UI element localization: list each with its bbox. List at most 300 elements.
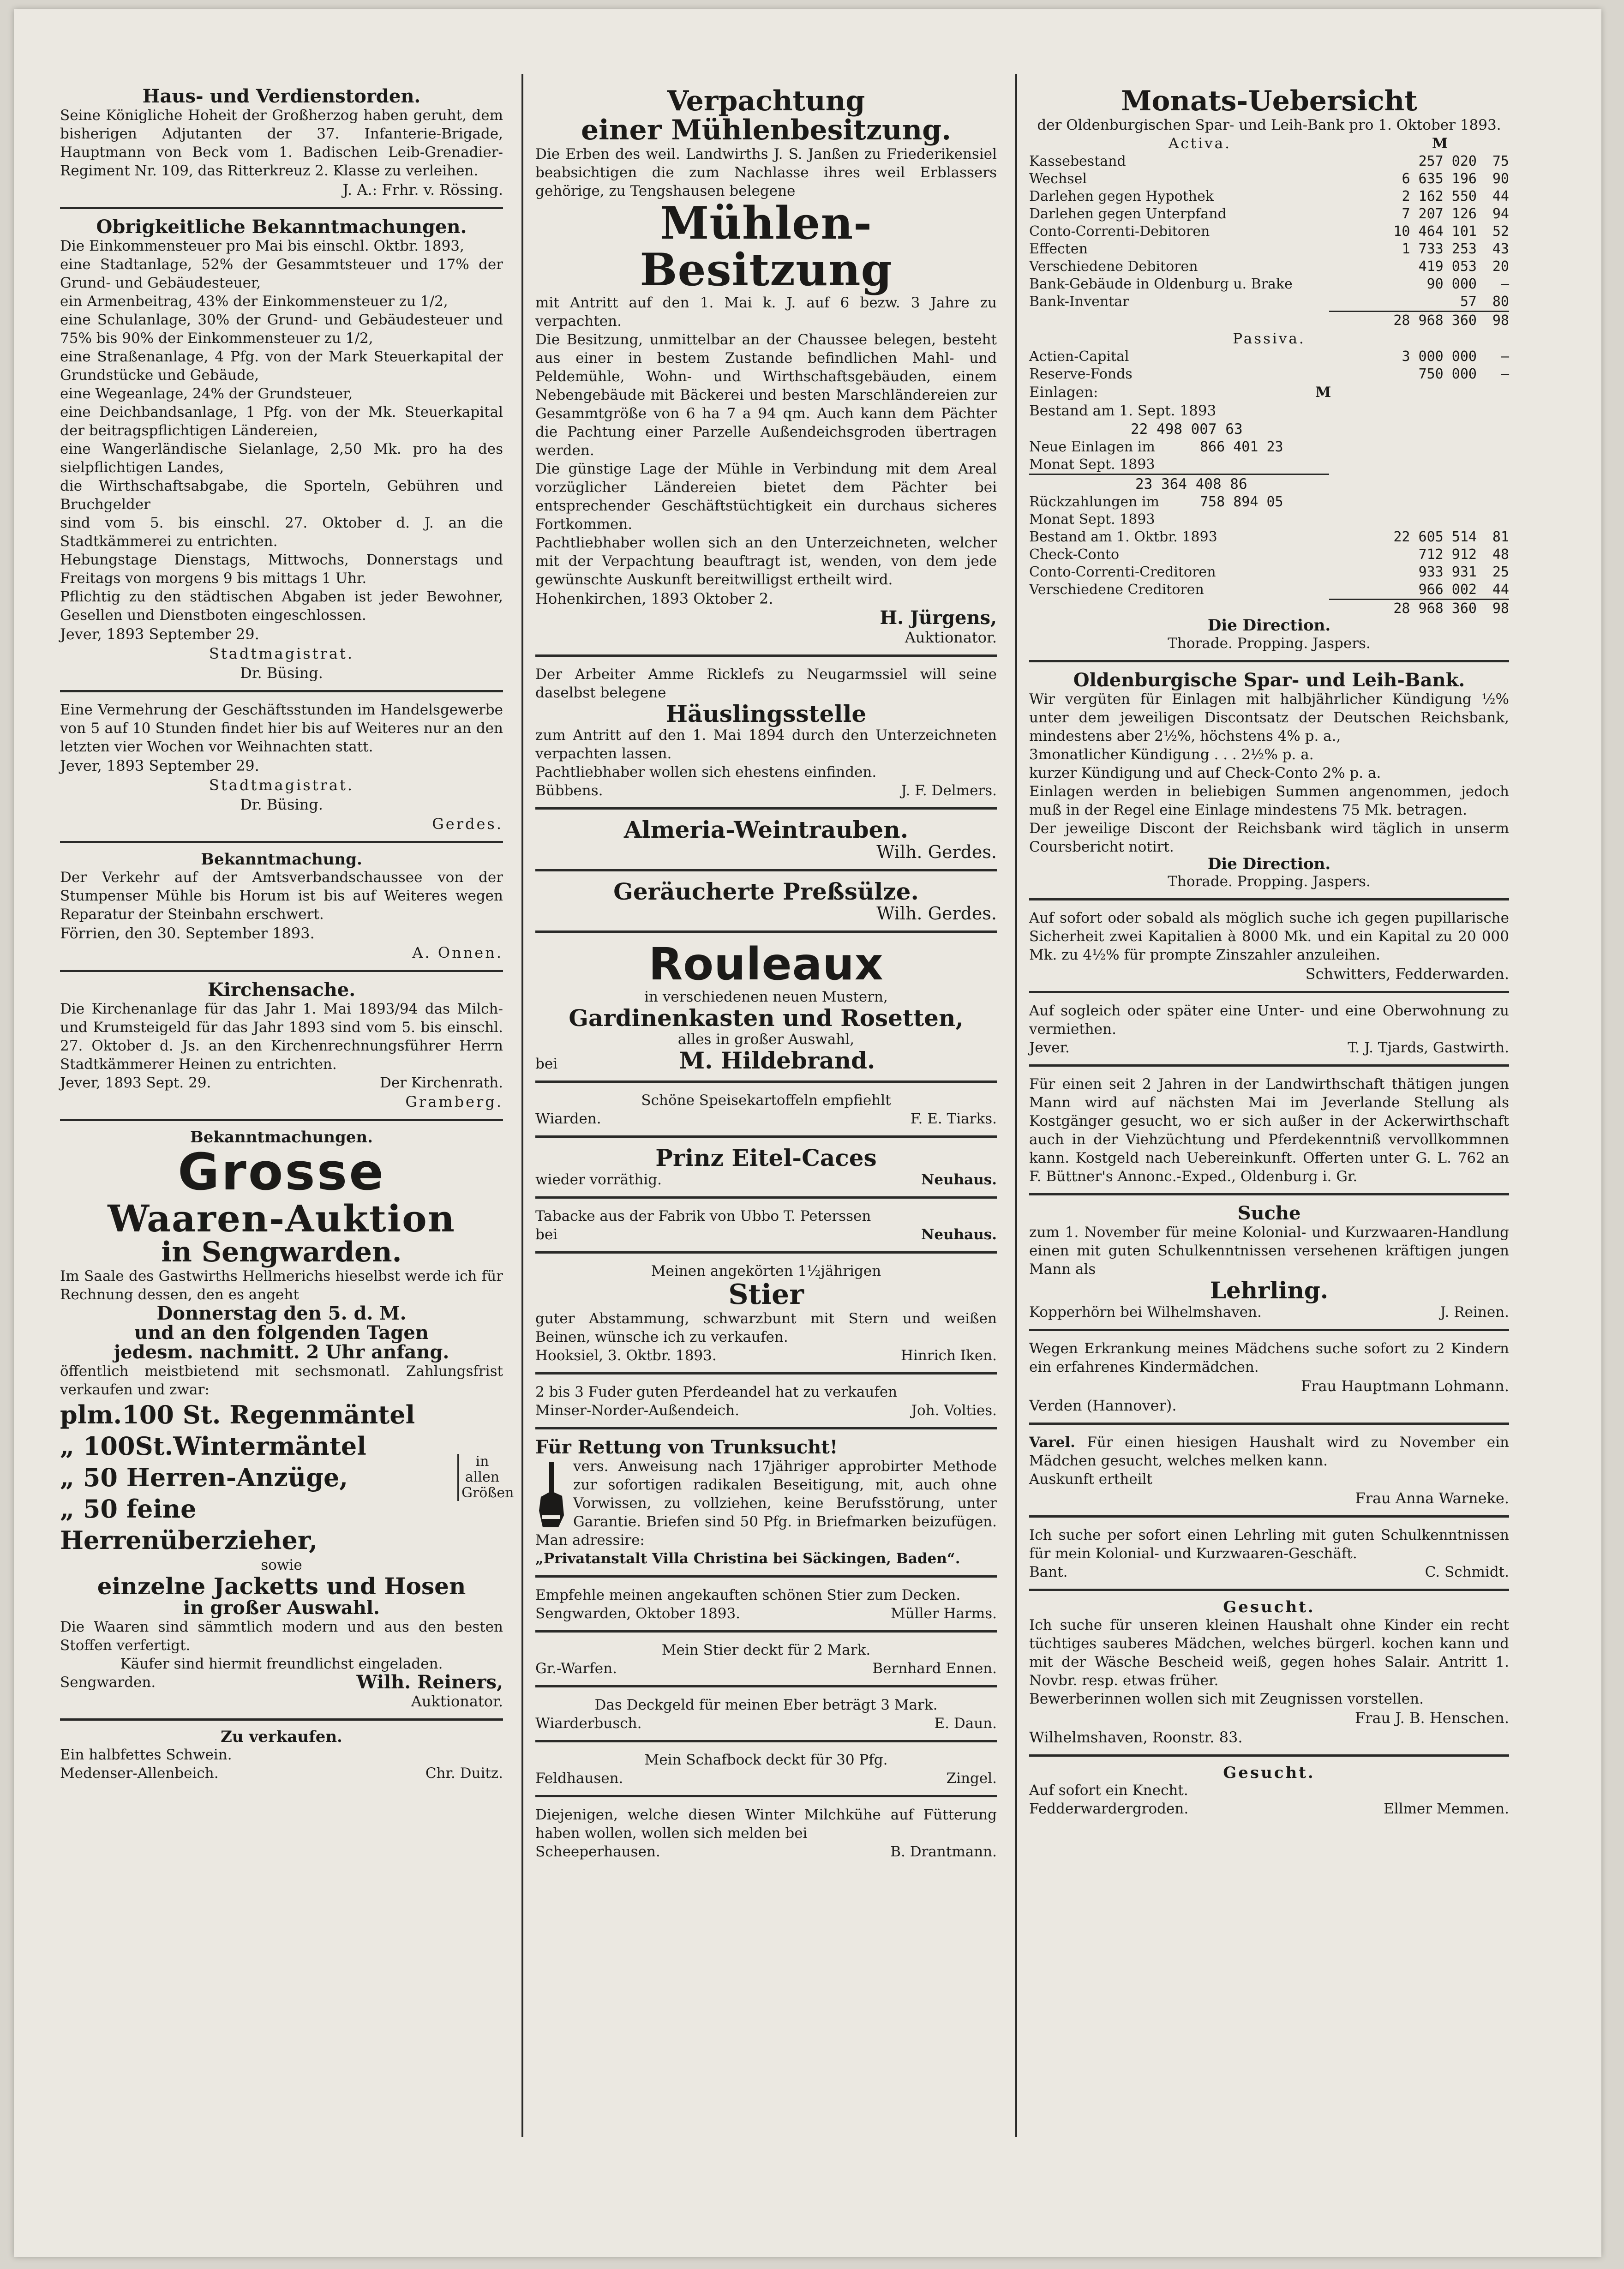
- ad-signature: Zingel.: [946, 1770, 997, 1787]
- ad-text: Die Kirchenanlage für das Jahr 1. Mai 1893/94 das Milch- und Krumsteigeld für das Jahr 1893 sind vom 5. bis einschl. 27. Oktober d. Js. an den Kirchenrechnungsführer Herrn Stadtkämmerer Heinen zu entrichten.: [60, 1000, 503, 1073]
- row-cents: 44: [1492, 582, 1509, 598]
- ad-headline: Mühlen-: [659, 197, 873, 249]
- ad-signature: Die Direction.: [1207, 616, 1331, 635]
- ad-text: Die Besitzung, unmittelbar an der Chaussee belegen, besteht aus einer in bestem Zustande befindlichen Mahl- und Peldemühle, Wohn- und Wirthschaftsgebäuden, einem Nebengebäude mit Bäckerei und besten Marschländereien zur Gesammtgröße von 6 ha 7 a 94 qm. Auch kann dem Pächter die Pachtung einer Parzelle Außendeichsgroden übertragen werden.: [535, 331, 997, 459]
- ad-place: Feldhausen.: [535, 1770, 623, 1787]
- ad-text: mit Antritt auf den 1. Mai k. J. auf 6 bezw. 3 Jahre zu verpachten.: [535, 294, 997, 330]
- row-value: 6 635 196: [1402, 171, 1477, 187]
- item-group: [60, 1399, 457, 1556]
- ad-text: Die günstige Lage der Mühle in Verbindung mit dem Areal vorzüglicher Ländereien bietet dem Pächter bei entsprechender Geschäftstüchtigkeit ein durchaus sicheres Fortkommen.: [535, 460, 997, 533]
- ad-line: eine Wegeanlage, 24% der Grundsteuer,: [60, 385, 353, 402]
- ad-signature: T. J. Tjards, Gastwirth.: [1348, 1039, 1509, 1056]
- ad-monats-uebersicht: [1029, 83, 1509, 662]
- brace-note: in allen Größen: [457, 1454, 503, 1501]
- table-row: [1029, 205, 1509, 223]
- ad-footer: [535, 1843, 997, 1861]
- ad-title: Haus- und Verdienstorden.: [142, 85, 421, 107]
- ad-signature: E. Daun.: [934, 1715, 997, 1732]
- ad-headline: Besitzung: [640, 243, 893, 296]
- ad-signature: Thorade. Propping. Jaspers.: [1168, 873, 1371, 890]
- ad-footer: [60, 1673, 503, 1692]
- row-cents: 48: [1492, 546, 1509, 563]
- ad-text: Ein halbfettes Schwein.: [60, 1747, 232, 1764]
- item-list: [60, 1399, 514, 1556]
- ad-trunksucht: [535, 1434, 997, 1578]
- row-value: 10 464 101: [1393, 223, 1477, 240]
- ad-text: Einlagen werden in beliebigen Summen angenommen, jedoch muß in der Regel eine Einlage mindestens 75 Mk. betragen.: [1029, 783, 1509, 818]
- ad-signature: Müller Harms.: [890, 1605, 997, 1622]
- total-cents: 98: [1477, 311, 1509, 330]
- ad-text: Tabacke aus der Fabrik von Ubbo T. Peterssen: [535, 1207, 871, 1225]
- table-row: [1029, 599, 1509, 618]
- row-cents: 80: [1492, 294, 1509, 310]
- row-cents: —: [1500, 366, 1509, 382]
- ad-text: kurzer Kündigung und auf Check-Conto 2% p. a.: [1029, 764, 1381, 781]
- ad-line: eine Deichbandsanlage, 1 Pfg. von der Mk. Steuerkapital der beitragspflichtigen Ländereien,: [60, 404, 503, 439]
- ad-line: eine Wangerländische Sielanlage, 2,50 Mk. pro ha des sielpflichtigen Landes,: [60, 441, 503, 476]
- row-cents: —: [1500, 276, 1509, 292]
- ad-kicker: Bekanntmachungen.: [190, 1128, 373, 1147]
- newspaper-page: [14, 9, 1601, 2257]
- currency-label: M: [1315, 384, 1331, 401]
- ad-headline: Häuslingsstelle: [665, 700, 867, 727]
- ad-text: Die Waaren sind sämmtlich modern und aus den besten Stoffen verfertigt.: [60, 1619, 503, 1654]
- column-1: [60, 83, 514, 2132]
- ad-footer: [535, 1659, 997, 1678]
- ad-signature: Gramberg.: [405, 1092, 503, 1110]
- table-row: [1029, 293, 1509, 311]
- row-label: Neue Einlagen im Monat Sept. 1893: [1029, 439, 1155, 473]
- ad-speisekartoffeln: [535, 1087, 997, 1138]
- ad-text: Pflichtig zu den städtischen Abgaben ist jeder Bewohner, Gesellen und Dienstboten eingeschlossen.: [60, 588, 503, 624]
- total-value: 28 968 360: [1329, 311, 1477, 330]
- ad-signature: Frau Hauptmann Lohmann.: [1300, 1377, 1509, 1395]
- ad-org: Stadtmagistrat.: [209, 776, 354, 794]
- row-label: Reserve-Fonds: [1029, 366, 1133, 382]
- ad-signature: Wilh. Gerdes.: [876, 841, 997, 862]
- ad-pressuelze: [535, 876, 997, 933]
- ad-headline: Rouleaux: [648, 938, 884, 990]
- row-value: 712 912: [1418, 546, 1477, 563]
- ad-text: bei: [535, 1226, 558, 1243]
- ad-text: Im Saale des Gastwirths Hellmerichs hieselbst werde ich für Rechnung dessen, den es angeht: [60, 1267, 503, 1303]
- table-row: [1029, 546, 1509, 564]
- ad-footer: [60, 1764, 503, 1783]
- ad-footer: [535, 1049, 997, 1073]
- row-label: Darlehen gegen Unterpfand: [1029, 206, 1227, 222]
- ad-line: eine Straßenanlage, 4 Pfg. von der Mark Steuerkapital der Grundstücke und Gebäude,: [60, 348, 503, 384]
- ad-footer: [535, 781, 997, 800]
- activa-table: [1029, 153, 1509, 311]
- ad-text: Meinen angekörten 1½jährigen: [651, 1262, 881, 1279]
- ad-text: Bewerberinnen wollen sich mit Zeugnissen vorstellen.: [1029, 1690, 1424, 1707]
- row-value: 22 498 007 63: [1131, 421, 1243, 438]
- ad-signature: Auktionator.: [411, 1693, 503, 1711]
- ad-text: Der jeweilige Discont der Reichsbank wird täglich in unserm Coursbericht notirt.: [1029, 820, 1509, 855]
- ad-text: wieder vorräthig.: [535, 1171, 662, 1188]
- ad-signature: Thorade. Propping. Jaspers.: [1168, 635, 1371, 652]
- ad-signature: H. Jürgens,: [880, 606, 997, 629]
- ad-text: Die Erben des weil. Landwirths J. S. Janßen zu Friederikensiel beabsichtigen die zum Nachlasse ihres weil Erblassers gehörige, zu Tengshausen belegene: [535, 146, 997, 199]
- ad-obrigkeitliche: [60, 214, 503, 692]
- ad-haus-verdienstorden: [60, 83, 503, 209]
- ad-prinz-eitel: [535, 1142, 997, 1199]
- table-row: [1029, 170, 1509, 188]
- section-label: Einlagen:: [1029, 384, 1098, 401]
- ad-place: Fedderwardergroden.: [1029, 1801, 1189, 1818]
- ad-signature: Dr. Büsing.: [240, 796, 323, 813]
- row-label: Bestand am 1. Oktbr. 1893: [1029, 529, 1217, 545]
- ad-verpachtung: [535, 83, 997, 657]
- ad-headline: Oldenburgische Spar- und Leih-Bank.: [1073, 669, 1465, 691]
- ad-headline: Prinz Eitel-Caces: [655, 1144, 877, 1172]
- row-label: Rückzahlungen im Monat Sept. 1893: [1029, 494, 1159, 528]
- list-item: „ 100St.Wintermäntel: [60, 1431, 366, 1461]
- column-3: [1029, 83, 1509, 2132]
- ad-text: Ich suche per sofort einen Lehrling mit guten Schulkenntnissen für mein Kolonial- und Kurzwaaren-Geschäft.: [1029, 1526, 1509, 1562]
- row-label: Conto-Correnti-Debitoren: [1029, 223, 1210, 240]
- ad-place: Sengwarden, Oktober 1893.: [535, 1605, 741, 1622]
- row-label: Kassebestand: [1029, 153, 1126, 169]
- row-cents: 20: [1492, 258, 1509, 275]
- ad-headline: einzelne Jacketts und Hosen: [97, 1572, 466, 1600]
- ad-signature: Gerdes.: [432, 815, 503, 833]
- ad-signature: F. E. Tiarks.: [910, 1110, 997, 1128]
- table-row: [1029, 438, 1509, 474]
- ad-text: öffentlich meistbietend mit sechsmonatl. Zahlungsfrist verkaufen und zwar:: [60, 1363, 503, 1398]
- ad-text: sind vom 5. bis einschl. 27. Oktober d. J. an die Stadtkämmerei zu entrichten.: [60, 515, 503, 550]
- pointing-hand-icon: [535, 1460, 568, 1529]
- ad-headline: Gesucht.: [1223, 1597, 1315, 1616]
- ad-headline: in Sengwarden.: [161, 1236, 402, 1268]
- ad-haeuslingsstelle: [535, 661, 997, 810]
- row-value: 3 000 000: [1402, 348, 1477, 365]
- ad-kindermaedchen: [1029, 1336, 1509, 1425]
- row-value: 758 894 05: [1200, 494, 1283, 510]
- row-value: 2 162 550: [1402, 188, 1477, 204]
- row-label: Bestand am 1. Sept. 1893: [1029, 402, 1217, 419]
- ad-signature: Frau J. B. Henschen.: [1354, 1709, 1509, 1727]
- ad-title: Zu verkaufen.: [221, 1728, 342, 1747]
- ad-footer: [1029, 1563, 1509, 1581]
- ad-stier: [535, 1258, 997, 1375]
- ad-headline: Grosse: [178, 1142, 385, 1202]
- ad-text: Ich suche für unseren kleinen Haushalt ohne Kinder ein recht tüchtiges sauberes Mädchen, welches bürgerl. kochen kann und mit der Wäsche Bescheid weiß, gegen hohes Salair. Antritt 1. Novbr. resp. etwas früher.: [1029, 1616, 1509, 1689]
- row-value: 750 000: [1418, 366, 1477, 382]
- ad-text: Schöne Speisekartoffeln empfiehlt: [641, 1092, 891, 1109]
- section-label: Activa.: [1169, 135, 1231, 152]
- row-value: 419 053: [1418, 258, 1477, 275]
- ad-text: Pachtliebhaber wollen sich ehestens einfinden.: [535, 764, 877, 781]
- ad-title: Bekanntmachung.: [201, 850, 362, 869]
- ad-signature: Joh. Volties.: [911, 1402, 997, 1419]
- ad-text: Pachtliebhaber wollen sich an den Unterzeichneten, welcher mit der Verpachtung beauftragt ist, wenden, von dem jede gewünschte Auskunft bereitwilligst ertheilt wird.: [535, 534, 997, 588]
- table-header: [1029, 134, 1509, 153]
- ad-signature: J. F. Delmers.: [901, 782, 997, 799]
- ad-text: Käufer sind hiermit freundlichst eingeladen.: [120, 1656, 443, 1673]
- ad-text: Für einen seit 2 Jahren in der Landwirthschaft thätigen jungen Mann wird auf nächsten Mai im Jeverlande Stellung als Kostgänger gesucht, wo er sich außer in der Ackerwirthschaft auch in der Viehzüchtung und Pferdekenntniß vervollkommnen kann. Kostgeld nach Uebereinkunft. Offerten unter G. L. 762 an F. Büttner's Annonc.-Exped., Oldenburg i. Gr.: [1029, 1076, 1509, 1185]
- ad-pferdeandel: [535, 1379, 997, 1429]
- row-label: Bank-Gebäude in Oldenburg u. Brake: [1029, 276, 1293, 292]
- ad-text: zum Antritt auf den 1. Mai 1894 durch den Unterzeichneten verpachten lassen.: [535, 727, 997, 762]
- row-label: Darlehen gegen Hypothek: [1029, 188, 1214, 204]
- ad-signature: Schwitters, Fedderwarden.: [1305, 965, 1509, 983]
- row-cents: 75: [1492, 153, 1509, 169]
- ad-signature: Wilh. Gerdes.: [876, 903, 997, 924]
- ad-text: vers. Anweisung nach 17jähriger approbirter Methode zur sofortigen radikalen Beseitigung, mit, auch ohne Vorwissen, zu vollziehen, keine Berufsstörung, unter Garantie. Briefen sind 50 Pfg. in Briefmarken beizufügen. Man adressire:: [535, 1458, 997, 1549]
- ad-text: Für einen hiesigen Haushalt wird zu November ein Mädchen gesucht, welches melken kann.: [1029, 1434, 1509, 1469]
- ad-gesucht-maedchen: [1029, 1596, 1509, 1757]
- ad-footer: [535, 1401, 997, 1420]
- row-label: Effecten: [1029, 241, 1088, 257]
- ad-address: „Privatanstalt Villa Christina bei Säckingen, Baden“.: [535, 1550, 960, 1567]
- ad-signature: Hinrich Iken.: [900, 1347, 997, 1364]
- ad-bekanntmachung: [60, 848, 503, 972]
- ad-signature: Frau Anna Warneke.: [1355, 1489, 1509, 1507]
- ad-place: Hohenkirchen, 1893 Oktober 2.: [535, 589, 773, 607]
- ad-signature: Chr. Duitz.: [425, 1765, 503, 1782]
- ad-place: Bübbens.: [535, 782, 603, 799]
- ad-text: Hebungstage Dienstags, Mittwochs, Donnerstags und Freitags von morgens 9 bis mittags 1 Uhr.: [60, 552, 503, 587]
- row-label: Conto-Correnti-Creditoren: [1029, 564, 1216, 580]
- ad-signature: C. Schmidt.: [1425, 1563, 1509, 1580]
- ad-text: Der Verkehr auf der Amtsverbandschaussee von der Stumpenser Mühle bis Horum ist bis auf Weiteres wegen Reparatur der Steinbahn erschwert.: [60, 869, 503, 923]
- list-item: „ 50 Herren-Anzüge,: [60, 1462, 348, 1492]
- ad-text: Das Deckgeld für meinen Eber beträgt 3 Mark.: [594, 1696, 938, 1713]
- row-label: Wechsel: [1029, 171, 1087, 187]
- ad-place: Minser-Norder-Außendeich.: [535, 1402, 739, 1419]
- table-row: [1029, 276, 1509, 293]
- ad-place: Wilhelmshaven, Roonstr. 83.: [1029, 1728, 1243, 1746]
- ad-footer: [535, 1346, 997, 1365]
- ad-footer: [535, 1714, 997, 1733]
- ad-gesucht-knecht: [1029, 1761, 1509, 1826]
- ad-zu-verkaufen: [60, 1725, 503, 1790]
- ad-place: Jever.: [1029, 1039, 1070, 1056]
- row-cents: 90: [1492, 171, 1509, 187]
- table-row: [1029, 188, 1509, 205]
- ad-text: Wegen Erkrankung meines Mädchens suche sofort zu 2 Kindern ein erfahrenes Kindermädchen.: [1029, 1340, 1509, 1375]
- table-header: [1029, 383, 1509, 402]
- ad-text: Diejenigen, welche diesen Winter Milchkühe auf Fütterung haben wollen, wollen sich melden bei: [535, 1806, 997, 1842]
- column-rule: [521, 74, 523, 2137]
- table-row: [1029, 493, 1509, 528]
- row-value: 57: [1460, 294, 1477, 310]
- row-cents: 52: [1492, 223, 1509, 240]
- ad-footer: [535, 1110, 997, 1128]
- row-label: Check-Conto: [1029, 546, 1120, 563]
- ad-signature: Auktionator.: [905, 628, 997, 646]
- row-label: Verschiedene Creditoren: [1029, 582, 1204, 598]
- row-value: 22 605 514: [1393, 529, 1477, 545]
- ad-geschaeftsstunden: [60, 697, 503, 843]
- ad-footer: [1029, 1800, 1509, 1818]
- ad-lehrling-bant: [1029, 1522, 1509, 1591]
- ad-footer: [1029, 1303, 1509, 1321]
- ad-place: Verden (Hannover).: [1029, 1396, 1177, 1414]
- row-value: 866 401 23: [1200, 439, 1283, 455]
- ad-signature: Neuhaus.: [921, 1171, 997, 1188]
- ad-place: Scheeperhausen.: [535, 1843, 660, 1860]
- ad-headline: in großer Auswahl.: [183, 1597, 380, 1619]
- total-cents: 98: [1477, 599, 1509, 618]
- ad-text: 2 bis 3 Fuder guten Pferdeandel hat zu verkaufen: [535, 1383, 898, 1400]
- row-cents: —: [1500, 348, 1509, 365]
- ad-text: 3monatlicher Kündigung . . . 2½% p. a.: [1029, 746, 1314, 763]
- row-cents: 94: [1492, 206, 1509, 222]
- ad-place: Kopperhörn bei Wilhelmshaven.: [1029, 1303, 1262, 1321]
- ad-place: Jever, 1893 Sept. 29.: [60, 1074, 211, 1091]
- table-row: [1029, 153, 1509, 170]
- ad-text: der Oldenburgischen Spar- und Leih-Bank pro 1. Oktober 1893.: [1037, 117, 1501, 133]
- ad-org: Der Kirchenrath.: [380, 1074, 503, 1091]
- ad-wohnung: [1029, 998, 1509, 1067]
- ad-headline: Verpachtung: [667, 85, 865, 117]
- row-value: 257 020: [1418, 153, 1477, 169]
- ad-line: eine Schulanlage, 30% der Grund- und Gebäudesteuer und 75% bis 90% der Einkommensteuer zu 1/2,: [60, 312, 503, 347]
- ad-rouleaux: [535, 937, 997, 1083]
- ad-almeria: [535, 814, 997, 871]
- ad-headline: Für Rettung von Trunksucht!: [535, 1436, 838, 1458]
- ad-headline: Almeria-Weintrauben.: [623, 816, 909, 844]
- ad-signature: J. A.: Frhr. v. Rössing.: [342, 181, 503, 198]
- ad-place: Hooksiel, 3. Oktbr. 1893.: [535, 1347, 717, 1364]
- row-label: Verschiedene Debitoren: [1029, 258, 1198, 275]
- ad-headline: Gardinenkasten und Rosetten,: [569, 1004, 964, 1032]
- row-value: 933 931: [1418, 564, 1477, 580]
- ad-text: Mein Stier deckt für 2 Mark.: [661, 1641, 871, 1658]
- ad-footer: [1029, 1038, 1509, 1057]
- ad-text: Mein Schafbock deckt für 30 Pfg.: [644, 1751, 888, 1768]
- column-rule: [1015, 74, 1017, 2137]
- ad-place: Jever, 1893 September 29.: [60, 625, 259, 643]
- row-label: Actien-Capital: [1029, 348, 1129, 365]
- ad-milchkuehe: [535, 1802, 997, 1868]
- ad-org: Stadtmagistrat.: [209, 645, 354, 662]
- row-cents: 43: [1492, 241, 1509, 257]
- table-row: [1029, 258, 1509, 276]
- column-2: [535, 83, 997, 2132]
- ad-text: Der Arbeiter Amme Ricklefs zu Neugarmssiel will seine daselbst belegene: [535, 666, 997, 701]
- ad-text: sowie: [261, 1556, 302, 1573]
- ad-varel: [1029, 1429, 1509, 1518]
- ad-text: Wir vergüten für Einlagen mit halbjährlicher Kündigung ½% unter dem jeweiligen Discontsatz der Deutschen Reichsbank, mindestens aber 2½%, höchstens 4% p. a.,: [1029, 690, 1509, 744]
- ad-text: bei: [535, 1056, 558, 1073]
- ad-place: Jever, 1893 September 29.: [60, 757, 259, 774]
- ad-footer: [535, 1225, 997, 1244]
- table-row: [1029, 240, 1509, 258]
- row-label: Bank-Inventar: [1029, 294, 1129, 310]
- ad-date: jedesm. nachmitt. 2 Uhr anfang.: [114, 1341, 449, 1363]
- ad-text: in verschiedenen neuen Mustern,: [644, 988, 888, 1005]
- table-row: [1029, 223, 1509, 240]
- row-cents: 44: [1492, 188, 1509, 204]
- ad-text: alles in großer Auswahl,: [677, 1031, 855, 1048]
- ad-title: Kirchensache.: [207, 978, 356, 1001]
- ad-headline: Stier: [728, 1278, 804, 1311]
- ad-text: zum 1. November für meine Kolonial- und Kurzwaaren-Handlung einen mit guten Schulkenntnissen versehenen kräftigen jungen Mann als: [1029, 1224, 1509, 1278]
- table-row: [1029, 564, 1509, 581]
- ad-place: Förrien, den 30. September 1893.: [60, 924, 315, 942]
- ad-text: Auskunft ertheilt: [1029, 1471, 1152, 1488]
- ad-place: Medenser-Allenbeich.: [60, 1765, 219, 1782]
- ad-signature: Neuhaus.: [921, 1226, 997, 1243]
- ad-headline: Gesucht.: [1223, 1763, 1315, 1782]
- total-value: 28 968 360: [1329, 599, 1477, 618]
- row-value: 90 000: [1426, 276, 1477, 292]
- row-value: 23 364 408 86: [1029, 474, 1329, 493]
- table-row: [1029, 311, 1509, 330]
- ad-signature: Ellmer Memmen.: [1384, 1801, 1509, 1818]
- ad-text: Empfehle meinen angekauften schönen Stier zum Decken.: [535, 1586, 961, 1603]
- ad-kapitalien: [1029, 905, 1509, 993]
- ad-date: und an den folgenden Tagen: [134, 1321, 429, 1344]
- row-cents: 25: [1492, 564, 1509, 580]
- ad-text: [1029, 1433, 1509, 1470]
- ad-place: Wiarden.: [535, 1110, 601, 1128]
- ad-footer: [535, 1769, 997, 1788]
- ad-signature: M. Hildebrand.: [679, 1047, 875, 1074]
- ad-footer: [535, 1604, 997, 1623]
- ad-signature: Wilh. Reiners,: [356, 1671, 503, 1693]
- table-row: [1029, 348, 1509, 366]
- ad-kirchensache: [60, 977, 503, 1121]
- ad-kostgaenger: [1029, 1071, 1509, 1195]
- ad-text: Auf sofort oder sobald als möglich suche ich gegen pupillarische Sicherheit zwei Kapitalien à 8000 Mk. und ein Kapital zu 20 000 Mk. zu 4½% für prompte Zinszahler anzuleihen.: [1029, 910, 1509, 964]
- ad-headline: Monats-Uebersicht: [1121, 85, 1417, 117]
- table-row: [1029, 528, 1509, 546]
- ad-signature: B. Drantmann.: [890, 1843, 997, 1860]
- ad-text: Eine Vermehrung der Geschäftsstunden im Handelsgewerbe von 5 auf 10 Stunden findet hier bis auf Weiteres nur an den letzten vier Wochen vor Weihnachten statt.: [60, 702, 503, 755]
- ad-spar-leih-bank: [1029, 667, 1509, 901]
- ad-headline: Waaren-Auktion: [108, 1196, 455, 1240]
- ad-place: Wiarderbusch.: [535, 1715, 642, 1732]
- ad-line: die Wirthschaftsabgabe, die Sporteln, Gebühren und Bruchgelder: [60, 478, 503, 513]
- ad-line: ein Armenbeitrag, 43% der Einkommensteuer zu 1/2,: [60, 293, 448, 310]
- ad-signature: Die Direction.: [1207, 854, 1331, 873]
- ad-text: Die Einkommensteuer pro Mai bis einschl. Oktbr. 1893,: [60, 238, 464, 254]
- currency-label: M: [1432, 135, 1448, 152]
- ad-signature: A. Onnen.: [412, 943, 503, 961]
- ad-title: Obrigkeitliche Bekanntmachungen.: [96, 216, 467, 238]
- ad-eber: [535, 1692, 997, 1742]
- ad-text: Auf sofort ein Knecht.: [1029, 1782, 1188, 1799]
- ad-headline: Lehrling.: [1210, 1277, 1329, 1304]
- list-item: plm.100 St. Regenmäntel: [60, 1399, 415, 1429]
- passiva-table: [1029, 348, 1509, 383]
- ad-lead: Varel.: [1029, 1434, 1075, 1451]
- ad-line: eine Stadtanlage, 52% der Gesammtsteuer und 17% der Grund- und Gebäudesteuer,: [60, 256, 503, 291]
- ad-text: guter Abstammung, schwarzbunt mit Stern und weißen Beinen, wünsche ich zu verkaufen.: [535, 1310, 997, 1345]
- list-item: „ 50 feine Herrenüberzieher,: [60, 1494, 318, 1555]
- ad-signature: Bernhard Ennen.: [872, 1660, 997, 1677]
- row-value: 1 733 253: [1402, 241, 1477, 257]
- row-value: 966 002: [1418, 582, 1477, 598]
- ad-signature: J. Reinen.: [1440, 1303, 1509, 1321]
- ad-headline: einer Mühlenbesitzung.: [581, 114, 952, 146]
- ad-place: Bant.: [1029, 1563, 1068, 1580]
- ad-place: Gr.-Warfen.: [535, 1660, 617, 1677]
- table-row: [1029, 581, 1509, 599]
- row-value: 7 207 126: [1402, 206, 1477, 222]
- ad-suche-lehrling: [1029, 1200, 1509, 1331]
- ad-headline: Suche: [1237, 1202, 1301, 1225]
- ad-footer: [60, 1074, 503, 1092]
- table-row: [1029, 366, 1509, 383]
- ad-date: Donnerstag den 5. d. M.: [156, 1302, 407, 1324]
- row-cents: 81: [1492, 529, 1509, 545]
- ad-stier-2mark: [535, 1637, 997, 1687]
